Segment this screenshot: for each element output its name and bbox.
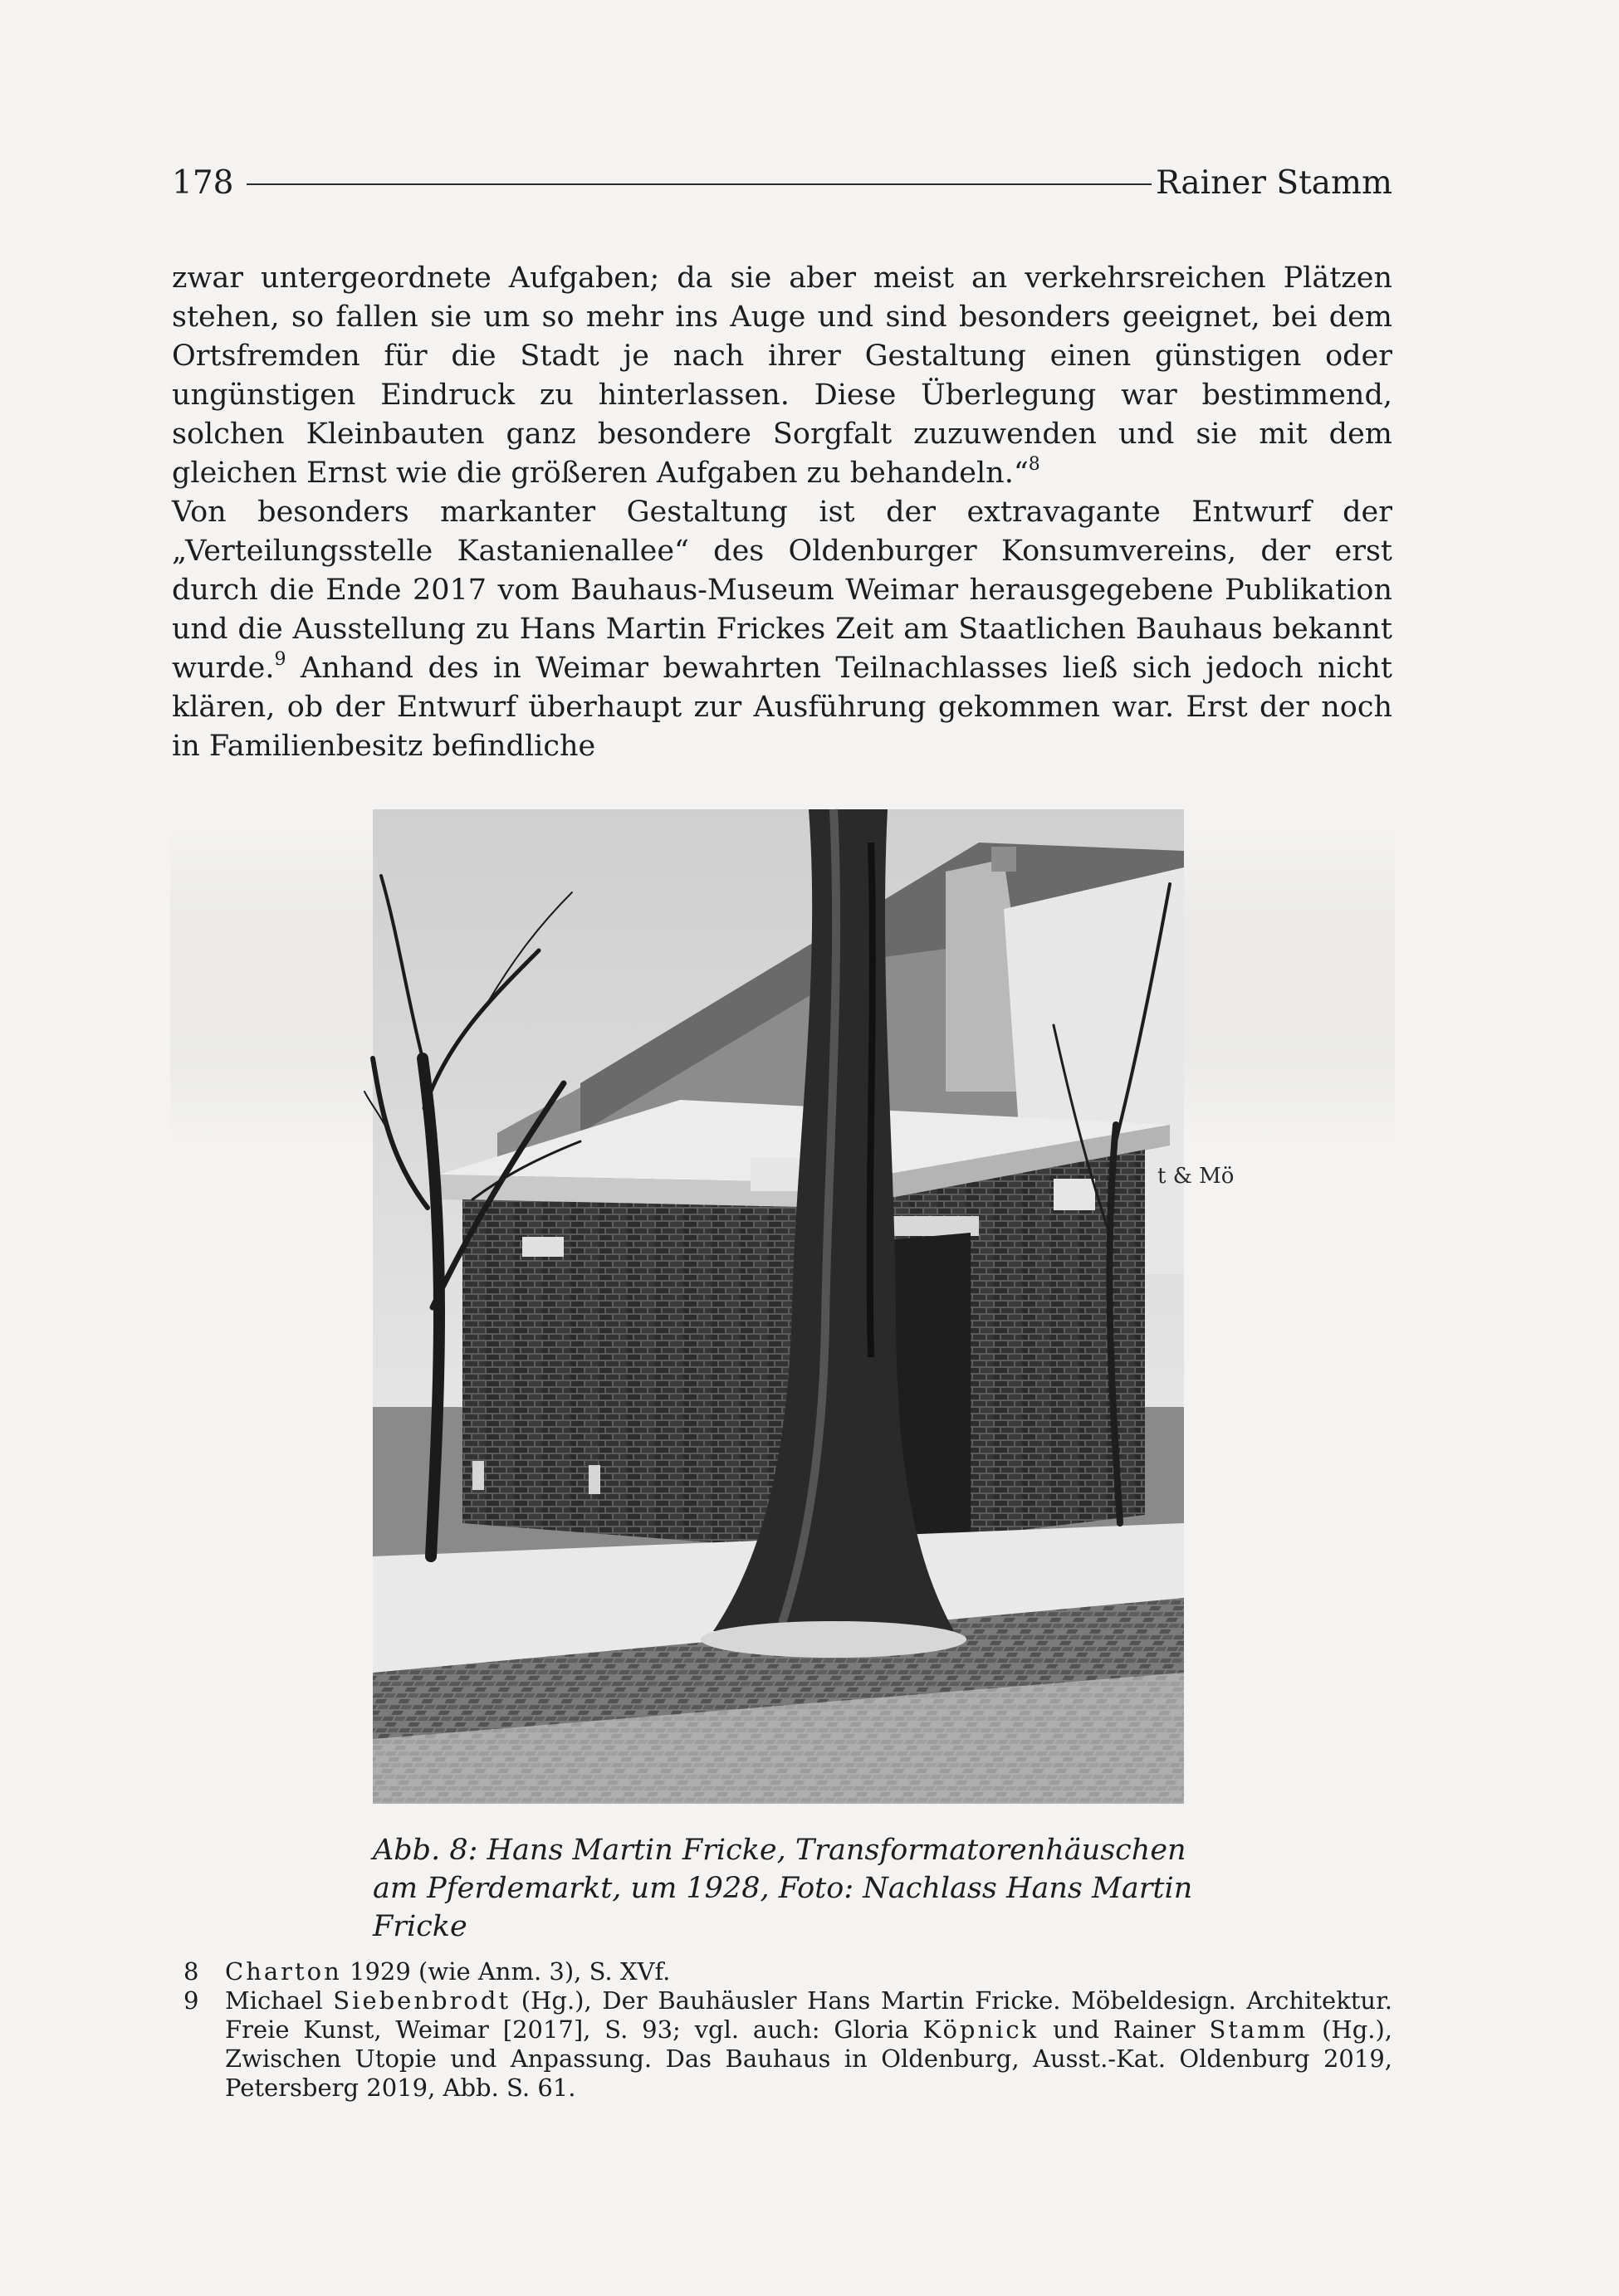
footnote-text: Michael bbox=[225, 1986, 334, 2015]
page-number: 178 bbox=[172, 164, 234, 202]
footnote-8 bbox=[172, 1957, 1392, 1986]
footnote-ref-8[interactable]: 8 bbox=[1028, 454, 1040, 476]
sign-fragment: t & Mö bbox=[1157, 1164, 1235, 1189]
footnote-text: 1929 (wie Anm. 3), S. XVf. bbox=[341, 1957, 671, 1986]
paragraph-1-text: zwar untergeordnete Aufgaben; da sie aber meist an verkehrsreichen Plätzen stehen, so fallen sie um so mehr ins Auge und sind besonders geeignet, bei dem Ortsfremden für die Stadt je nach ihrer Gestaltung einen günstigen oder ungünstigen Eindruck zu hinterlassen. Diese Überlegung war bestimmend, solchen Kleinbauten ganz besondere Sorgfalt zuzuwenden und sie mit dem gleichen Ernst wie die größeren Aufgaben zu behandeln.“ bbox=[172, 261, 1392, 490]
footnote-text: (Hg.), Zwischen Utopie und Anpassung. Das Bauhaus in Oldenburg, Ausst.-Kat. Oldenburg 2019, Petersberg 2019, Abb. S. 61. bbox=[225, 2015, 1393, 2102]
paragraph-2-text-b: Anhand des in Weimar bewahrten Teilnachlasses ließ sich jedoch nicht klären, ob der Entwurf überhaupt zur Ausführung gekommen war. Erst der noch in Familienbesitz befindliche bbox=[172, 652, 1392, 763]
footnote-ref-9[interactable]: 9 bbox=[274, 649, 286, 671]
body-text bbox=[172, 259, 1392, 766]
running-head-author: Rainer Stamm bbox=[1156, 164, 1392, 202]
footnote-author: Siebenbrodt bbox=[333, 1986, 511, 2015]
running-head bbox=[172, 163, 1392, 204]
footnote-text: (Hg.), Der Bauhäusler Hans Martin Fricke. Möbeldesign. Architektur. Freie Kunst, Weimar [2017], S. 93; vgl. auch: Gloria bbox=[225, 1986, 1392, 2044]
figure-photo bbox=[373, 809, 1235, 1804]
figure-caption: Abb. 8: Hans Martin Fricke, Transformatorenhäuschen am Pferdemarkt, um 1928, Foto: Nachlass Hans Martin Fricke bbox=[373, 1834, 1193, 1943]
transformer-house-photo bbox=[373, 809, 1235, 1804]
footnote-author: Stamm bbox=[1209, 2015, 1308, 2044]
paragraph-1 bbox=[172, 259, 1392, 493]
footnote-number: 9 bbox=[183, 1986, 199, 2015]
footnote-9 bbox=[172, 1986, 1392, 2103]
paragraph-2 bbox=[172, 493, 1392, 766]
footnote-text: und Rainer bbox=[1039, 2015, 1210, 2044]
footnote-author: Charton bbox=[225, 1957, 342, 1986]
header-rule bbox=[247, 183, 1152, 185]
footnote-author: Köpnick bbox=[922, 2015, 1039, 2044]
footnotes bbox=[172, 1957, 1392, 2103]
footnote-number: 8 bbox=[183, 1957, 199, 1986]
paragraph-2-text-a: Von besonders markanter Gestaltung ist der extravagante Entwurf der „Verteilungsstelle Kastanienallee“ des Oldenburger Konsumvereins, der erst durch die Ende 2017 vom Bauhaus-Museum Weimar herausgegebene Publikation und die Ausstellung zu Hans Martin Frickes Zeit am Staatlichen Bauhaus bekannt wurde. bbox=[172, 496, 1392, 685]
